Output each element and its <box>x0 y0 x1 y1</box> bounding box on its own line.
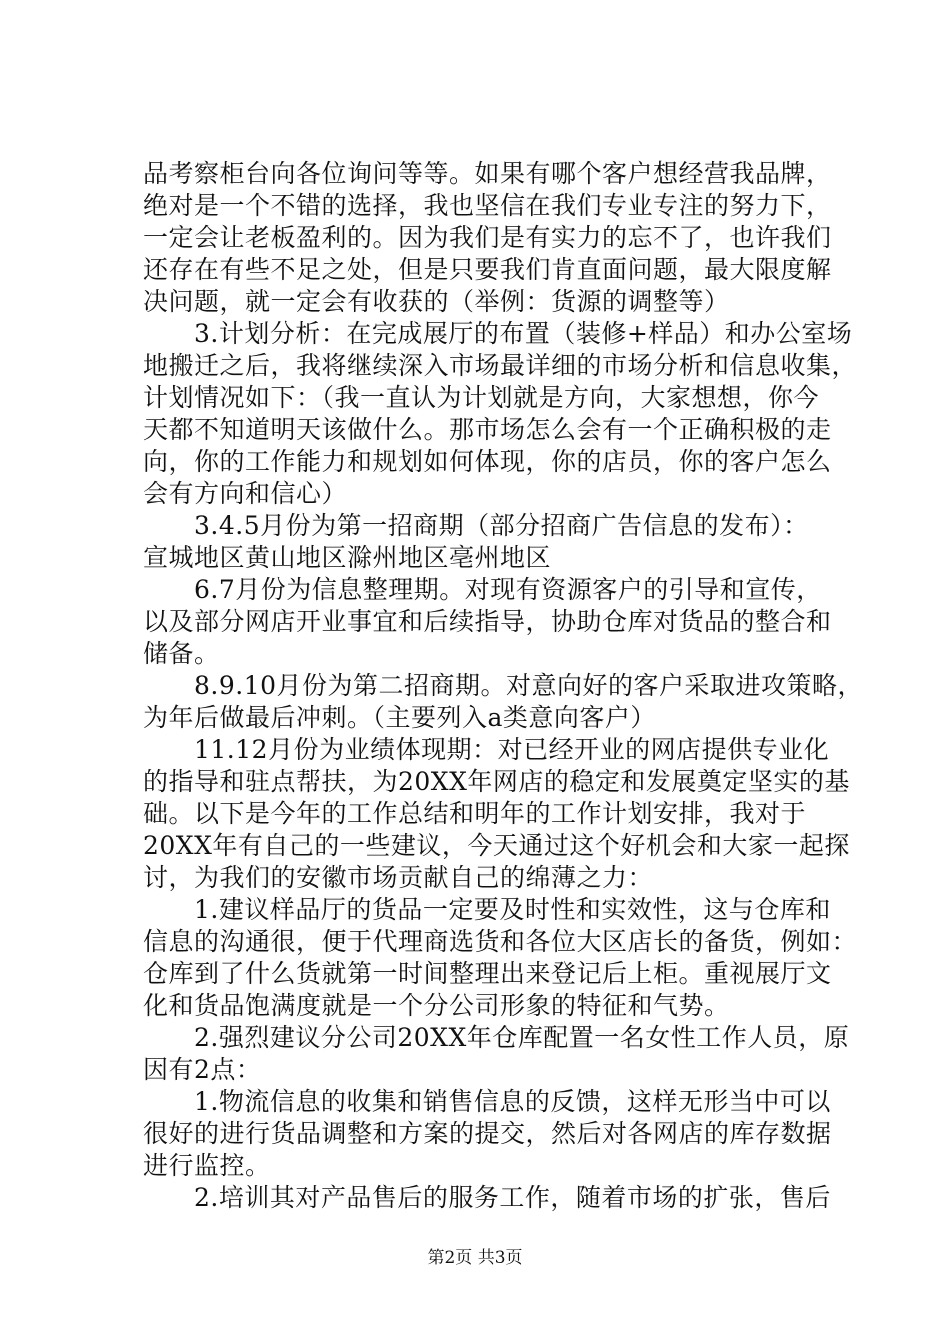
text-line: 3.4.5月份为第一招商期（部分招商广告信息的发布）： <box>143 511 809 540</box>
paragraph <box>143 1182 833 1214</box>
paragraph <box>143 1022 850 1086</box>
text-line: 1.物流信息的收集和销售信息的反馈，这样无形当中可以 <box>143 1087 831 1116</box>
text-line: 2.强烈建议分公司20XX年仓库配置一名女性工作人员，原 <box>143 1023 850 1052</box>
document-body <box>143 158 864 1214</box>
text-line: 天都不知道明天该做什么。那市场怎么会有一个正确积极的走 <box>143 415 832 444</box>
text-line: 因有2点： <box>143 1055 262 1084</box>
text-line: 为年后做最后冲刺。（主要列入a类意向客户） <box>143 703 656 732</box>
text-line: 一定会让老板盈利的。因为我们是有实力的忘不了，也许我们 <box>143 223 832 252</box>
text-line: 储备。 <box>143 639 220 668</box>
paragraph <box>143 894 858 1022</box>
text-line: 3.计划分析：在完成展厅的布置（装修+样品）和办公室场 <box>143 319 853 348</box>
paragraph <box>143 158 833 318</box>
text-line: 信息的沟通很，便于代理商选货和各位大区店长的备货，例如： <box>143 927 858 956</box>
text-line: 计划情况如下：（我一直认为计划就是方向，大家想想，你今 <box>143 383 820 412</box>
text-line: 化和货品饱满度就是一个分公司形象的特征和气势。 <box>143 991 730 1020</box>
text-line: 讨，为我们的安徽市场贡献自己的绵薄之力： <box>143 863 654 892</box>
text-line: 宣城地区黄山地区滁州地区亳州地区 <box>143 543 552 572</box>
text-line: 2.培训其对产品售后的服务工作，随着市场的扩张，售后 <box>143 1183 831 1212</box>
text-line: 会有方向和信心） <box>143 479 348 508</box>
text-line: 础。以下是今年的工作总结和明年的工作计划安排，我对于 <box>143 799 807 828</box>
paragraph <box>143 1086 833 1182</box>
text-line: 还存在有些不足之处，但是只要我们肯直面问题，最大限度解 <box>143 255 832 284</box>
text-line: 绝对是一个不错的选择，我也坚信在我们专业专注的努力下， <box>143 191 832 220</box>
paragraph <box>143 734 850 894</box>
text-line: 决问题，就一定会有收获的（举例：货源的调整等） <box>143 287 730 316</box>
text-line: 11.12月份为业绩体现期：对已经开业的网店提供专业化 <box>143 735 830 764</box>
paragraph <box>143 670 864 734</box>
paragraph <box>143 510 833 574</box>
text-line: 仓库到了什么货就第一时间整理出来登记后上柜。重视展厅文 <box>143 959 832 988</box>
text-line: 8.9.10月份为第二招商期。对意向好的客户采取进攻策略， <box>143 671 864 700</box>
text-line: 很好的进行货品调整和方案的提交，然后对各网店的库存数据 <box>143 1119 832 1148</box>
text-line: 6.7月份为信息整理期。对现有资源客户的引导和宣传， <box>143 575 822 604</box>
text-line: 的指导和驻点帮扶，为20XX年网店的稳定和发展奠定坚实的基 <box>143 767 850 796</box>
text-line: 进行监控。 <box>143 1151 271 1180</box>
text-line: 以及部分网店开业事宜和后续指导，协助仓库对货品的整合和 <box>143 607 832 636</box>
text-line: 20XX年有自己的一些建议，今天通过这个好机会和大家一起探 <box>143 831 850 860</box>
paragraph <box>143 574 833 670</box>
paragraph <box>143 318 858 510</box>
text-line: 地搬迁之后，我将继续深入市场最详细的市场分析和信息收集， <box>143 351 858 380</box>
page-number-footer: 第2页 共3页 <box>427 1248 523 1268</box>
text-line: 1.建议样品厅的货品一定要及时性和实效性，这与仓库和 <box>143 895 831 924</box>
text-line: 向，你的工作能力和规划如何体现，你的店员，你的客户怎么 <box>143 447 832 476</box>
text-line: 品考察柜台向各位询问等等。如果有哪个客户想经营我品牌， <box>143 159 832 188</box>
